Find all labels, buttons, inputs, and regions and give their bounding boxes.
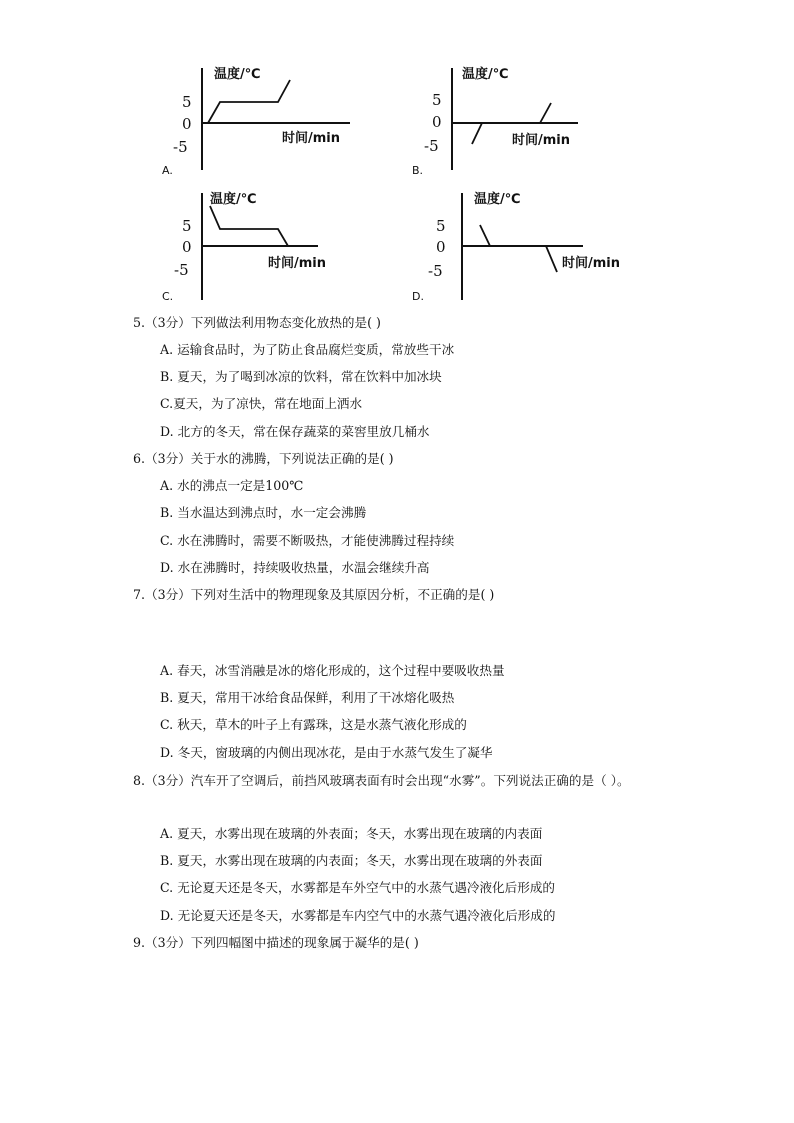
question-7-option-c: C. 秋天，草木的叶子上有露珠，这是水蒸气液化形成的: [160, 717, 467, 732]
graph-a: [170, 60, 400, 195]
x-axis-label: 时间/min: [268, 256, 327, 271]
y-axis-label: 温度/℃: [474, 192, 521, 207]
tick-5: 5: [436, 217, 446, 235]
question-5-option-b: B. 夏天，为了喝到冰凉的饮料，常在饮料中加冰块: [160, 369, 442, 384]
question-7-option-a: A. 春天，冰雪消融是冰的熔化形成的，这个过程中要吸收热量: [160, 663, 505, 678]
question-6-stem: 6.（3分）关于水的沸腾，下列说法正确的是( ): [133, 451, 394, 466]
question-8-stem: 8.（3分）汽车开了空调后，前挡风玻璃表面有时会出现“水雾”。下列说法正确的是（ ）。: [133, 773, 630, 788]
question-5-stem: 5.（3分）下列做法利用物态变化放热的是( ): [133, 315, 381, 330]
tick-0: 0: [432, 113, 442, 131]
tick-0: 0: [436, 238, 446, 256]
x-axis-label: 时间/min: [562, 256, 621, 271]
question-8-option-c: C. 无论夏天还是冬天，水雾都是车外空气中的水蒸气遇冷液化后形成的: [160, 880, 556, 895]
question-6-option-a: A. 水的沸点一定是100℃: [160, 478, 304, 493]
tick-5: 5: [182, 217, 192, 235]
tick-minus-5: -5: [428, 262, 443, 280]
question-7-stem: 7.（3分）下列对生活中的物理现象及其原因分析，不正确的是( ): [133, 587, 495, 602]
x-axis-label: 时间/min: [512, 133, 571, 148]
tick-5: 5: [432, 91, 442, 109]
question-8-option-b: B. 夏天，水雾出现在玻璃的内表面；冬天，水雾出现在玻璃的外表面: [160, 853, 543, 868]
question-6-option-b: B. 当水温达到沸点时，水一定会沸腾: [160, 505, 367, 520]
tick-5: 5: [182, 93, 192, 111]
tick-0: 0: [182, 115, 192, 133]
tick-minus-5: -5: [424, 137, 439, 155]
tick-minus-5: -5: [174, 261, 189, 279]
question-6-option-c: C. 水在沸腾时，需要不断吸热，才能使沸腾过程持续: [160, 533, 455, 548]
question-8-option-a: A. 夏天，水雾出现在玻璃的外表面；冬天，水雾出现在玻璃的内表面: [160, 826, 543, 841]
graph-c: [170, 185, 400, 320]
graph-b-letter: B.: [412, 164, 424, 177]
y-axis-label: 温度/℃: [462, 67, 509, 82]
x-axis-label: 时间/min: [282, 131, 341, 146]
y-axis-label: 温度/℃: [214, 67, 261, 82]
graph-d-letter: D.: [412, 290, 424, 303]
question-6-option-d: D. 水在沸腾时，持续吸收热量，水温会继续升高: [160, 560, 430, 575]
question-5-option-a: A. 运输食品时，为了防止食品腐烂变质，常放些干冰: [160, 342, 455, 357]
question-7-option-b: B. 夏天，常用干冰给食品保鲜，利用了干冰熔化吸热: [160, 690, 455, 705]
question-7-option-d: D. 冬天，窗玻璃的内侧出现冰花，是由于水蒸气发生了凝华: [160, 745, 493, 760]
graph-b: [418, 60, 648, 195]
graph-d: [418, 185, 648, 320]
y-axis-label: 温度/℃: [210, 192, 257, 207]
question-8-option-d: D. 无论夏天还是冬天，水雾都是车内空气中的水蒸气遇冷液化后形成的: [160, 908, 556, 923]
graph-c-letter: C.: [162, 290, 174, 303]
question-5-option-c: C.夏天，为了凉快，常在地面上洒水: [160, 396, 363, 411]
question-5-option-d: D. 北方的冬天，常在保存蔬菜的菜窖里放几桶水: [160, 424, 430, 439]
tick-minus-5: -5: [173, 138, 188, 156]
question-9-stem: 9.（3分）下列四幅图中描述的现象属于凝华的是( ): [133, 935, 419, 950]
tick-0: 0: [182, 238, 192, 256]
graph-a-letter: A.: [162, 164, 173, 177]
